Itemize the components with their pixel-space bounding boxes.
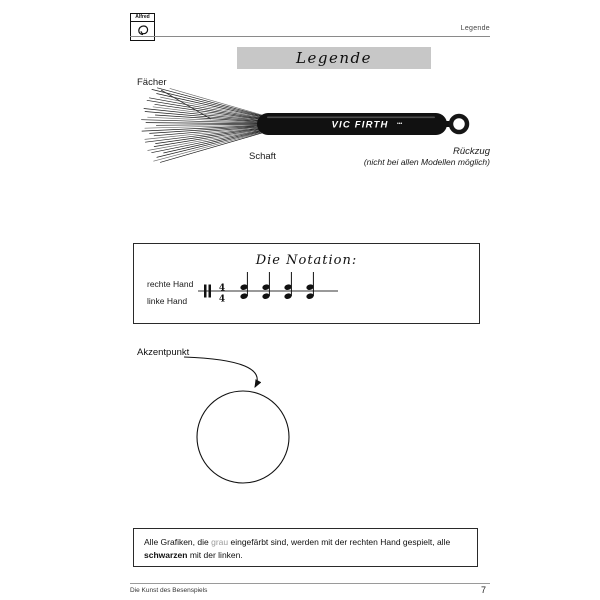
right-hand-label: rechte Hand	[147, 279, 194, 289]
brush-handle-highlight	[267, 117, 435, 119]
time-signature-top: 4	[218, 283, 226, 294]
label-fan: Fächer	[137, 77, 167, 88]
publisher-logo-name: Alfred	[131, 14, 154, 22]
notation-title: Die Notation:	[255, 253, 358, 268]
legend-gray-word: grau	[211, 537, 229, 547]
percussion-clef-bar	[209, 285, 212, 298]
brush-brand-mark: •••	[397, 121, 403, 127]
legend-text-part2: eingefärbt sind, werden mit der rechten Hand gespielt, alle	[228, 537, 451, 547]
notation-staff	[196, 263, 346, 313]
footer-rule	[130, 583, 490, 584]
time-signature-bottom: 4	[218, 294, 226, 305]
notation-box	[133, 243, 480, 324]
page-number: 7	[481, 585, 487, 595]
label-retract: Rückzug	[453, 146, 490, 157]
accent-arrow	[184, 357, 257, 387]
label-retract-note: (nicht bei allen Modellen möglich)	[363, 157, 490, 167]
accent-illustration	[130, 350, 360, 500]
stroke-circle	[197, 391, 289, 483]
accent-point-label: Akzentpunkt	[137, 347, 190, 358]
notes	[240, 272, 315, 300]
legend-note-box	[133, 528, 478, 567]
running-head: Legende	[460, 25, 490, 32]
footer-book-title: Die Kunst des Besenspiels	[130, 587, 208, 594]
retraction-ring	[451, 116, 467, 132]
legend-bold-word: schwarzen	[144, 550, 188, 560]
header-rule	[130, 36, 490, 37]
label-retract-block	[364, 146, 490, 168]
section-banner-title: Legende	[296, 49, 372, 67]
section-banner	[237, 47, 431, 69]
legend-text-part3: mit der linken.	[187, 550, 243, 560]
left-hand-label: linke Hand	[147, 296, 188, 306]
label-shaft: Schaft	[249, 151, 276, 162]
percussion-clef-bar	[204, 285, 207, 298]
legend-text-part1: Alle Grafiken, die	[144, 537, 212, 547]
brush-brand-text: VIC FIRTH	[331, 119, 389, 131]
